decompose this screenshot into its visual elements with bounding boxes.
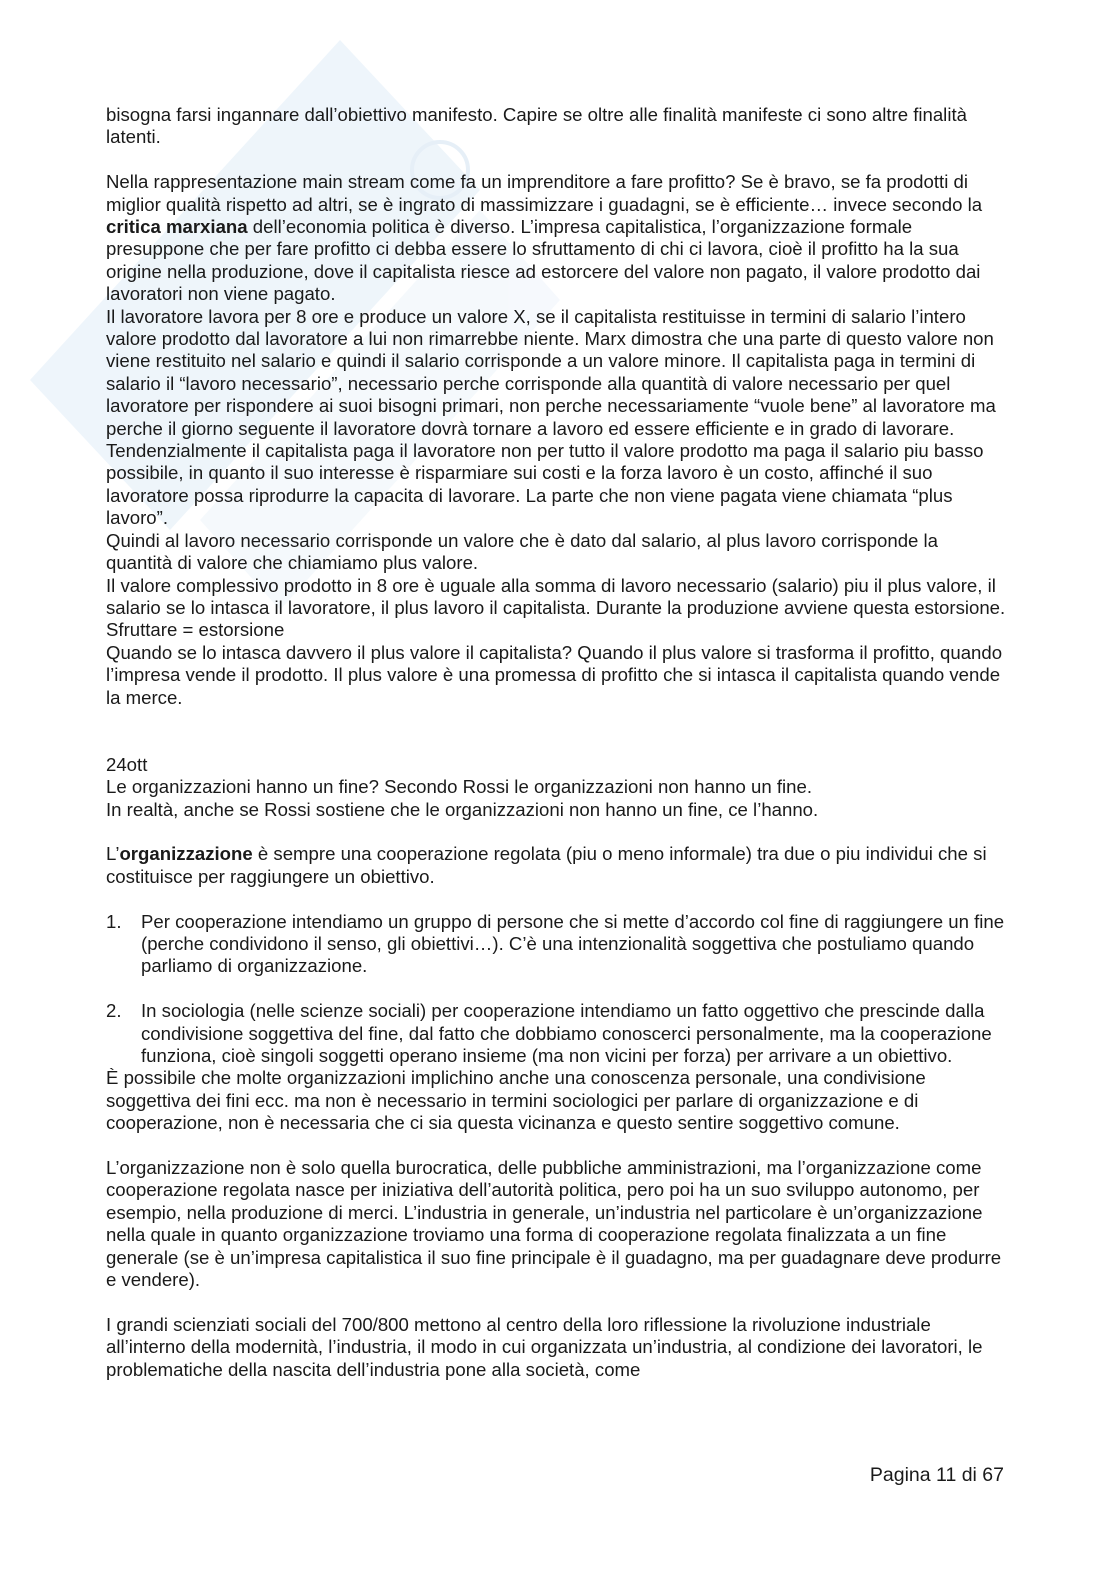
paragraph-lavoratore: Il lavoratore lavora per 8 ore e produce un valore X, se il capitalista restituisse in termini di salario l’intero valore prodotto dal lavoratore a lui non rimarrebbe niente. Marx dimostra che una parte di questo valore non viene restituito nel salario e quindi il salario corrisponde a un valore minore. Il capitalista paga in termini di salario il “lavoro necessario”, necessario perche corrisponde alla quantità di valore necessario per quel lavoratore per rispondere ai suoi bisogni primari, non perche necessariamente “vuole bene” al lavoratore ma perche il giorno seguente il lavoratore dovrà tornare a lavoro ed essere efficiente e in grado di lavorare. Tendenzialmente il capitalista paga il lavoratore non per tutto il valore prodotto ma paga il salario piu basso possibile, in quanto il suo interesse è risparmiare sui costi e la forza lavoro è un costo, affinché il suo lavoratore possa riprodurre la capacita di lavorare. La parte che non viene pagata viene chiamata “plus lavoro”. [106,305,996,529]
paragraph-fine: Le organizzazioni hanno un fine? Secondo Rossi le organizzazioni non hanno un fine. [106,776,813,798]
list-number: 1. [106,910,122,932]
paragraph-valore-complessivo: Il valore complessivo prodotto in 8 ore è uguale alla somma di lavoro necessario (salario) piu il plus valore, il salario se lo intasca il lavoratore, il plus lavoro il capitalista. Durante la produzione avviene questa estorsione. Sfruttare = estorsione [106,574,1006,641]
paragraph-lavoro-necessario: Quindi al lavoro necessario corrisponde un valore che è dato dal salario, al plus lavoro corrisponde la quantità di valore che chiamiamo plus valore. [106,529,939,574]
list-item [106,1000,1006,1067]
paragraph-profitto [106,171,1006,305]
paragraph-conoscenza-personale: È possibile che molte organizzazioni implichino anche una conoscenza personale, una condivisione soggettiva dei fini ecc. ma non è necessario in termini sociologici per parlare di organizzazione e di cooperazione, non è necessaria che ci sia questa vicinanza e questo sentire soggettivo comune. [106,1067,926,1134]
list-item-text: Per cooperazione intendiamo un gruppo di persone che si mette d’accordo col fine di raggiungere un fine (perche condividono il senso, gli obiettivi…). C’è una intenzionalità soggettiva che postuliamo quando parliamo di organizzazione. [141,910,1005,977]
text-run: è sempre una cooperazione regolata (piu o meno informale) tra due o piu individui che si costituisce per raggiungere un obiettivo. [106,843,987,887]
list-number: 2. [106,1000,122,1022]
text-run: dell’economia politica è diverso. L’impresa capitalistica, l’organizzazione formale presuppone che per fare profitto ci debba essere lo sfruttamento di chi ci lavora, cioè il profitto ha la sua origine nella produzione, dove il capitalista riesce ad estorcere del valore non pagato, il valore prodotto dai lavoratori non viene pagato. [106,216,981,305]
paragraph-plus-valore: Quando se lo intasca davvero il plus valore il capitalista? Quando il plus valore si trasforma il profitto, quando l’impresa vende il prodotto. Il plus valore è una promessa di profitto che si intasca il capitalista quando vende la merce. [106,641,1003,708]
paragraph-organizzazione-definizione [106,843,1006,888]
page-body [106,104,1006,1381]
page-number: Pagina 11 di 67 [869,1464,1004,1486]
bold-term-organizzazione: organizzazione [119,843,253,865]
bold-term-critica-marxiana: critica marxiana [106,216,248,238]
list-item [106,911,1006,978]
paragraph-finalita: bisogna farsi ingannare dall’obiettivo manifesto. Capire se oltre alle finalità manifeste ci sono altre finalità latenti. [106,104,967,148]
paragraph-scienziati-sociali: I grandi scienziati sociali del 700/800 mettono al centro della loro riflessione la rivoluzione industriale all’interno della modernità, l’industria, il modo in cui organizzata un’industria, al condizione dei lavoratori, le problematiche della nascita dell’industria pone alla società, come [106,1313,983,1380]
text-run: Nella rappresentazione main stream come fa un imprenditore a fare profitto? Se è bravo, se fa prodotti di miglior qualità rispetto ad altri, se è ingrato di massimizzare i guadagni, se è efficiente… invece secondo la [106,171,983,215]
list-item-text: In sociologia (nelle scienze sociali) per cooperazione intendiamo un fatto oggettivo che prescinde dalla condivisione soggettiva del fine, dal fatto che dobbiamo conoscerci personalmente, ma la cooperazione funziona, cioè singoli soggetti operano insieme (ma non vicini per forza) per arrivare a un obiettivo. [141,1000,992,1066]
paragraph-burocratica: L’organizzazione non è solo quella burocratica, delle pubbliche amministrazioni, ma l’organizzazione come cooperazione regolata nasce per iniziativa dell’autorità politica, pero poi ha un suo sviluppo autonomo, per esempio, nella produzione di merci. L’industria in generale, un’industria nel particolare è un’organizzazione nella quale in quanto organizzazione troviamo una forma di cooperazione regolata finalizzata a un fine generale (se è un’impresa capitalistica il suo fine principale è il guadagno, ma per guadagnare deve produrre e vendere). [106,1157,1002,1291]
date-heading: 24ott [106,753,148,775]
text-run: L’ [106,843,120,865]
paragraph-rossi: In realtà, anche se Rossi sostiene che le organizzazioni non hanno un fine, ce l’hanno. [106,798,819,820]
